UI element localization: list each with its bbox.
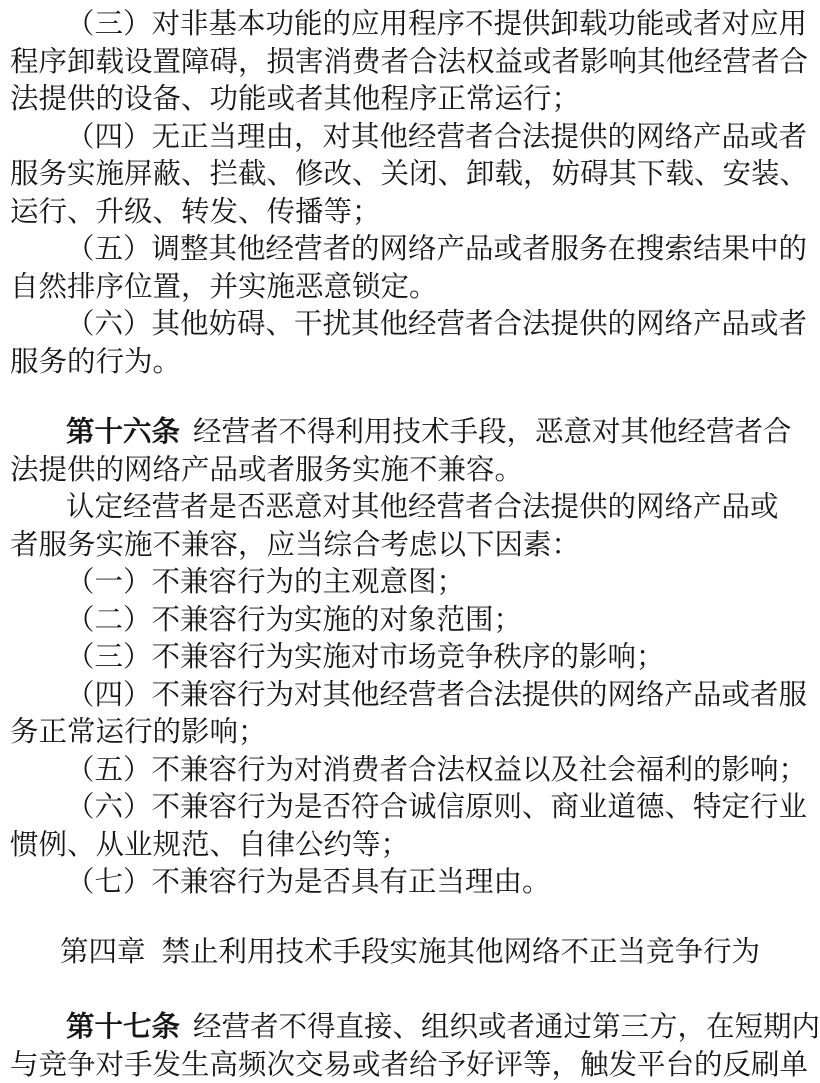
text-line: 运行、升级、转发、传播等； xyxy=(10,194,381,228)
text-line: 第十七条 经营者不得直接、组织或者通过第三方，在短期内 xyxy=(66,1010,820,1043)
text-line: 第十六条 经营者不得利用技术手段，恶意对其他经营者合 xyxy=(66,415,792,448)
text-line: （四）无正当理由，对其他经营者合法提供的网络产品或者 xyxy=(66,119,808,153)
text-line: 服务实施屏蔽、拦截、修改、关闭、卸载，妨碍其下载、安装、 xyxy=(10,157,809,190)
text-line: （二）不兼容行为实施的对象范围； xyxy=(66,602,523,636)
article-number: 第十六条 xyxy=(66,415,181,448)
paragraph xyxy=(10,5,810,118)
chapter-number: 第四章 xyxy=(59,934,146,968)
paragraph xyxy=(10,863,810,901)
text-line: （一）不兼容行为的主观意图； xyxy=(66,565,466,598)
paragraph xyxy=(10,488,810,563)
text-line: （四）不兼容行为对其他经营者合法提供的网络产品或者服 xyxy=(66,677,808,711)
text-line: （五）不兼容行为对消费者合法权益以及社会福利的影响； xyxy=(66,752,808,786)
text-line: 法提供的设备、功能或者其他程序正常运行； xyxy=(10,82,581,115)
chapter-heading xyxy=(10,933,810,971)
article-paragraph xyxy=(10,1008,820,1083)
text-line: 认定经营者是否恶意对其他经营者合法提供的网络产品或 xyxy=(66,490,779,523)
text-line: （六）不兼容行为是否符合诚信原则、商业道德、特定行业 xyxy=(66,790,808,823)
paragraph xyxy=(10,601,810,639)
paragraph xyxy=(10,305,810,380)
text-line: （三）对非基本功能的应用程序不提供卸载功能或者对应用 xyxy=(66,7,808,40)
text-line: （七）不兼容行为是否具有正当理由。 xyxy=(66,865,551,898)
chapter-title: 禁止利用技术手段实施其他网络不正当竞争行为 xyxy=(161,934,761,968)
text-line: 者服务实施不兼容，应当综合考虑以下因素： xyxy=(10,527,581,561)
article-paragraph xyxy=(10,413,810,488)
paragraph xyxy=(10,751,810,789)
paragraph xyxy=(10,676,810,751)
paragraph xyxy=(10,563,810,601)
text-line: （五）调整其他经营者的网络产品或者服务在搜索结果中的 xyxy=(66,232,808,265)
text-line: 务正常运行的影响； xyxy=(10,715,267,748)
paragraph xyxy=(10,230,810,305)
text-line: （六）其他妨碍、干扰其他经营者合法提供的网络产品或者 xyxy=(66,307,808,340)
paragraph xyxy=(10,788,810,863)
paragraph xyxy=(10,118,810,231)
text-line: 惯例、从业规范、自律公约等； xyxy=(10,827,410,861)
text-line: 法提供的网络产品或者服务实施不兼容。 xyxy=(10,452,524,486)
paragraph xyxy=(10,638,810,676)
text-line: 自然排序位置，并实施恶意锁定。 xyxy=(10,269,438,303)
text-line: 服务的行为。 xyxy=(10,344,182,378)
text-line: 程序卸载设置障碍，损害消费者合法权益或者影响其他经营者合 xyxy=(10,44,809,78)
text-line: 与竞争对手发生高频次交易或者给予好评等，触发平台的反刷单 xyxy=(10,1047,809,1081)
article-number: 第十七条 xyxy=(66,1010,181,1043)
text-line: （三）不兼容行为实施对市场竞争秩序的影响； xyxy=(66,640,665,673)
